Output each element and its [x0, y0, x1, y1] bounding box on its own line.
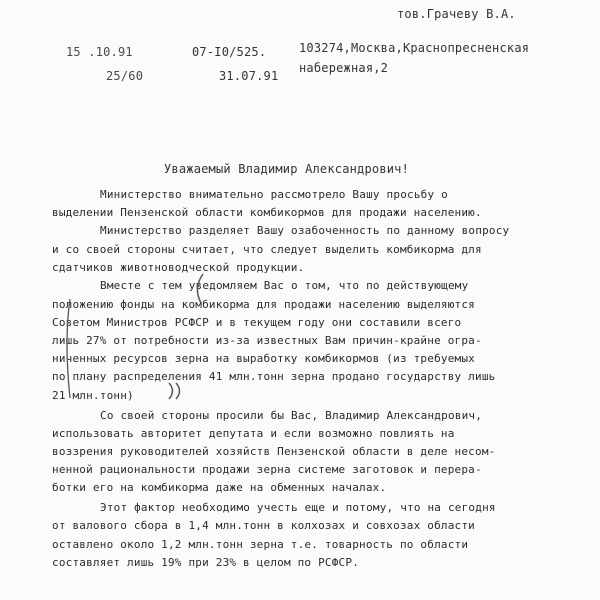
address-line-2: набережная,2	[299, 61, 389, 75]
body-line: от валового сбора в 1,4 млн.тонн в колхозах и совхозах области	[52, 519, 475, 532]
body-line: по плану распределения 41 млн.тонн зерна продано государству лишь	[52, 370, 496, 383]
date-left: 15 .10.91	[66, 45, 133, 59]
body-line: составляет лишь 19% при 23% в целом по РСФСР.	[52, 556, 360, 569]
body-line: Вместе с тем уведомляем Вас о том, что по действующему	[100, 279, 469, 292]
body-line: выделении Пензенской области комбикормов для продажи населению.	[52, 206, 482, 219]
body-line: Министерство разделяет Вашу озабоченность по данному вопросу	[100, 224, 510, 237]
body-line: использовать авторитет депутата и если возможно повлиять на	[52, 427, 455, 440]
body-line: положению фонды на комбикорма для продажи населению выделяются	[52, 298, 475, 311]
body-line: Со своей стороны просили бы Вас, Владимир Александрович,	[100, 409, 483, 422]
body-line: воззрения руководителей хозяйств Пензенской области в деле несом-	[52, 445, 496, 458]
body-line: ниченных ресурсов зерна на выработку комбикормов (из требуемых	[52, 352, 475, 365]
body-line: лишь 27% от потребности из-за известных Вам причин-крайне огра-	[52, 334, 482, 347]
margin-bracket-mark	[67, 299, 70, 398]
body-line: 21 млн.тонн)	[52, 389, 134, 402]
date-mid: 31.07.91	[219, 69, 279, 83]
body-line: Этот фактор необходимо учесть еще и потому, что на сегодня	[100, 501, 496, 514]
body-line: ботки его на комбикорма даже на обменных началах.	[52, 481, 387, 494]
address-line-1: 103274,Москва,Краснопресненская	[299, 41, 530, 55]
salutation: Уважаемый Владимир Александрович!	[164, 162, 410, 176]
closing-paren-mark-2	[176, 383, 180, 399]
ref-left: 25/60	[106, 69, 144, 83]
ref-mid: 07-I0/525.	[192, 45, 267, 59]
body-line: Министерство внимательно рассмотрело Вашу просьбу о	[100, 188, 448, 201]
body-line: ненной рациональности продажи зерна системе заготовок и перера-	[52, 463, 482, 476]
body-line: сдатчиков животноводческой продукции.	[52, 261, 305, 274]
body-line: оставлено около 1,2 млн.тонн зерна т.е. товарность по области	[52, 538, 469, 551]
body-line: и со своей стороны считает, что следует выделить комбикорма для	[52, 243, 482, 256]
addressee: тов.Грачеву В.А.	[397, 7, 516, 21]
closing-paren-mark-1	[169, 383, 173, 399]
body-line: Советом Министров РСФСР и в текущем году они составили всего	[52, 316, 462, 329]
